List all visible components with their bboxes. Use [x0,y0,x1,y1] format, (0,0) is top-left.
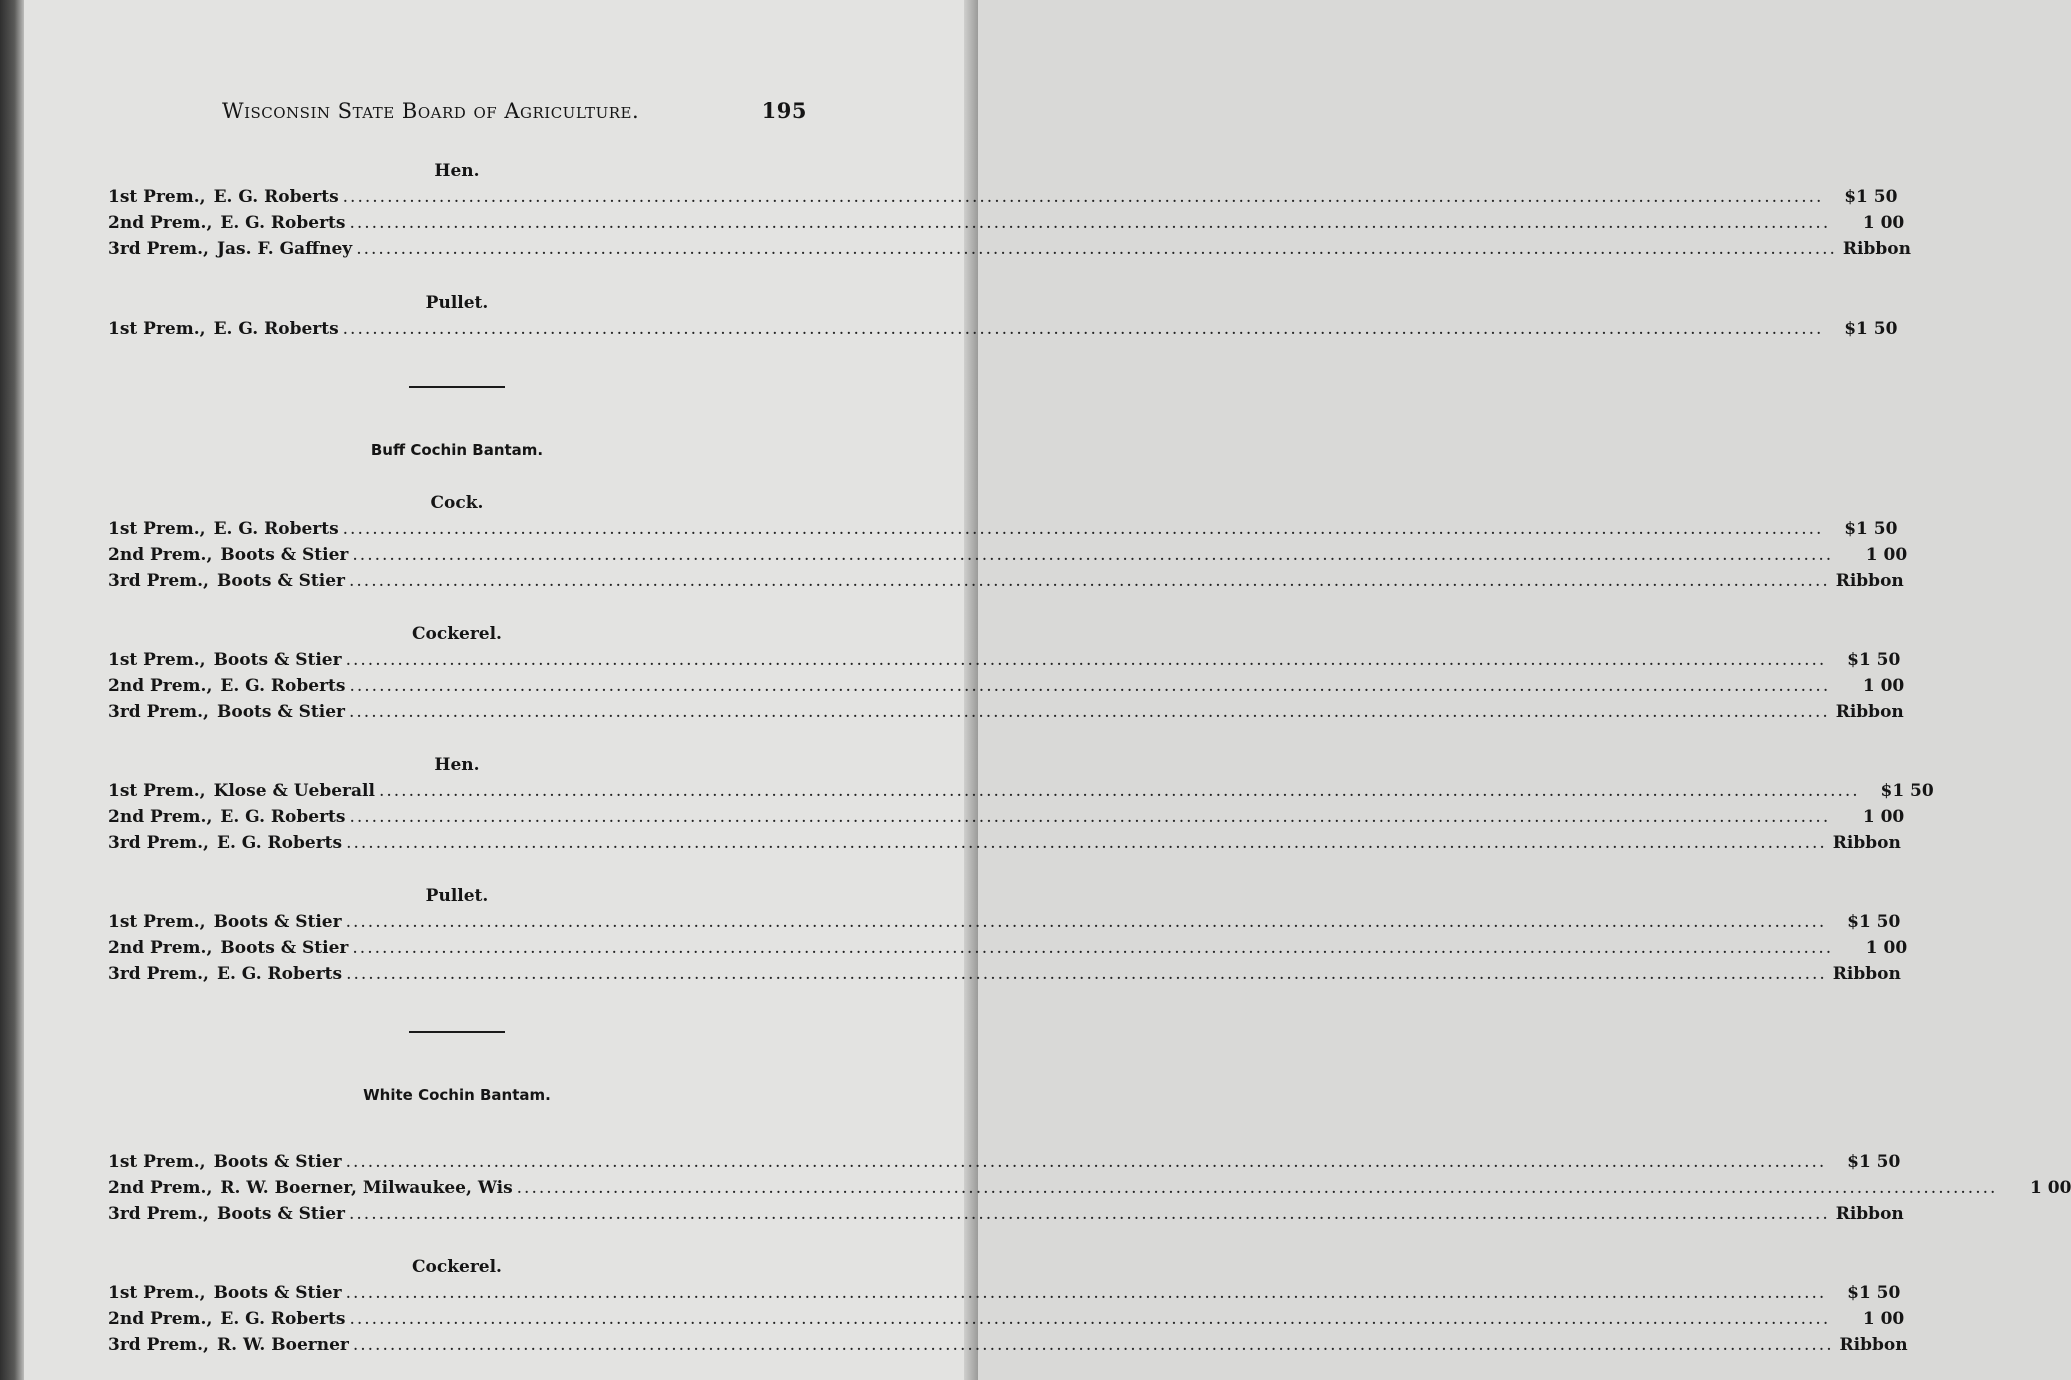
subheading-hen: Hen. [434,755,480,775]
premium-rank: 1st Prem., [108,650,206,670]
prize-amount: $1 50 [1847,650,1901,670]
premium-rank: 3rd Prem., [108,1204,209,1224]
premium-row [108,184,1898,210]
premium-rank: 1st Prem., [108,319,206,339]
pullet-rows [108,316,1898,342]
dot-leader: ........................................................................................................................................................................................................ [342,319,1824,339]
premium-row [108,542,1908,568]
prize-amount: Ribbon [1835,702,1904,722]
exhibitor-name: E. G. Roberts [216,964,343,984]
exhibitor-name: E. G. Roberts [220,1309,346,1329]
premium-row [108,1175,2071,1201]
premium-row [108,316,1898,342]
subheading-cockerel: Cockerel. [412,1257,502,1277]
premium-rank: 3rd Prem., [108,964,209,984]
exhibitor-name: E. G. Roberts [213,187,339,207]
premium-rank: 3rd Prem., [108,1335,209,1355]
premium-row [108,236,1911,262]
premium-rank: 1st Prem., [108,1283,206,1303]
dot-leader: ........................................................................................................................................................................................................ [346,964,1827,984]
exhibitor-name: Boots & Stier [213,1152,342,1172]
exhibitor-name: Boots & Stier [216,1204,345,1224]
prize-amount: $1 50 [1844,319,1898,339]
dot-leader: ........................................................................................................................................................................................................ [345,1283,1827,1303]
premium-row [108,1332,1908,1358]
prize-amount: 1 00 [1862,213,1905,233]
prize-amount: Ribbon [1832,833,1901,853]
prize-amount: Ribbon [1839,1335,1908,1355]
premium-row [108,699,1904,725]
premium-row [108,804,1905,830]
exhibitor-name: Boots & Stier [220,938,349,958]
prize-amount: 1 00 [1862,1309,1905,1329]
section-title-buff-cochin-bantam: Buff Cochin Bantam. [370,441,544,459]
premium-rank: 2nd Prem., [108,1309,213,1329]
prize-amount: Ribbon [1835,1204,1904,1224]
exhibitor-name: Boots & Stier [216,702,345,722]
running-header [222,98,807,123]
premium-rank: 2nd Prem., [108,1178,213,1198]
premium-rank: 1st Prem., [108,187,206,207]
premium-rank: 2nd Prem., [108,807,213,827]
premium-row [108,830,1901,856]
exhibitor-name: E. G. Roberts [216,833,343,853]
exhibitor-name: E. G. Roberts [213,519,339,539]
premium-rank: 2nd Prem., [108,938,213,958]
dot-leader: ........................................................................................................................................................................................................ [356,239,1837,259]
prize-amount: $1 50 [1844,187,1898,207]
dot-leader: ........................................................................................................................................................................................................ [349,1309,1831,1329]
dot-leader: ........................................................................................................................................................................................................ [349,676,1831,696]
premium-row [108,778,1934,804]
dot-leader: ........................................................................................................................................................................................................ [342,519,1824,539]
premium-rank: 3rd Prem., [108,702,209,722]
dot-leader: ........................................................................................................................................................................................................ [349,702,1830,722]
exhibitor-name: Boots & Stier [213,650,342,670]
subheading-cockerel: Cockerel. [412,624,502,644]
premium-rank: 2nd Prem., [108,676,213,696]
white-cockerel-rows [108,1280,1908,1358]
premium-row [108,210,1905,236]
hen-rows [108,184,1911,262]
premium-rank: 3rd Prem., [108,571,209,591]
prize-amount: 1 00 [1865,545,1908,565]
dot-leader: ........................................................................................................................................................................................................ [346,833,1827,853]
white-cock-rows [108,1149,2071,1227]
prize-amount: Ribbon [1835,571,1904,591]
premium-row [108,909,1901,935]
exhibitor-name: E. G. Roberts [220,213,346,233]
dot-leader: ........................................................................................................................................................................................................ [349,807,1831,827]
premium-rank: 3rd Prem., [108,239,209,259]
prize-amount: $1 50 [1847,912,1901,932]
prize-amount: $1 50 [1880,781,1934,801]
buff-hen-rows [108,778,1934,856]
prize-amount: 1 00 [1862,676,1905,696]
scan-binding-edge [0,0,24,1380]
premium-rank: 1st Prem., [108,781,206,801]
exhibitor-name: Boots & Stier [213,912,342,932]
premium-rank: 2nd Prem., [108,213,213,233]
exhibitor-name: Boots & Stier [220,545,349,565]
prize-amount: $1 50 [1844,519,1898,539]
exhibitor-name: Boots & Stier [216,571,345,591]
exhibitor-name: E. G. Roberts [213,319,339,339]
document-page [24,0,2071,1380]
dot-leader: ........................................................................................................................................................................................................ [349,213,1831,233]
prize-amount: 1 00 [1865,938,1908,958]
buff-pullet-rows [108,909,1908,987]
header-title: Wisconsin State Board of Agriculture. [222,99,640,123]
prize-amount: $1 50 [1847,1152,1901,1172]
premium-row [108,568,1904,594]
dot-leader: ........................................................................................................................................................................................................ [345,1152,1827,1172]
dot-leader: ........................................................................................................................................................................................................ [342,187,1824,207]
prize-amount: Ribbon [1842,239,1911,259]
prize-amount: $1 50 [1847,1283,1901,1303]
premium-rank: 1st Prem., [108,519,206,539]
premium-rank: 3rd Prem., [108,833,209,853]
dot-leader: ........................................................................................................................................................................................................ [345,912,1827,932]
dot-leader: ........................................................................................................................................................................................................ [378,781,1860,801]
buff-cock-rows [108,516,1908,594]
dot-leader: ........................................................................................................................................................................................................ [516,1178,1998,1198]
premium-rank: 1st Prem., [108,1152,206,1172]
prize-amount: 1 00 [1862,807,1905,827]
exhibitor-name: R. W. Boerner [216,1335,349,1355]
exhibitor-name: Boots & Stier [213,1283,342,1303]
premium-row [108,961,1901,987]
premium-row [108,1306,1905,1332]
prize-amount: Ribbon [1832,964,1901,984]
prize-amount: 1 00 [2030,1178,2071,1198]
dot-leader: ........................................................................................................................................................................................................ [352,545,1834,565]
premium-row [108,673,1905,699]
subheading-pullet: Pullet. [425,293,489,313]
section-title-white-cochin-bantam: White Cochin Bantam. [363,1086,551,1104]
premium-rank: 2nd Prem., [108,545,213,565]
exhibitor-name: E. G. Roberts [220,676,346,696]
subheading-cock: Cock. [430,493,484,513]
premium-row [108,647,1901,673]
premium-row [108,935,1908,961]
dot-leader: ........................................................................................................................................................................................................ [349,571,1830,591]
dot-leader: ........................................................................................................................................................................................................ [352,1335,1834,1355]
premium-rank: 1st Prem., [108,912,206,932]
premium-row [108,1201,1904,1227]
dot-leader: ........................................................................................................................................................................................................ [349,1204,1830,1224]
buff-cockerel-rows [108,647,1905,725]
dot-leader: ........................................................................................................................................................................................................ [352,938,1834,958]
subheading-pullet: Pullet. [425,886,489,906]
exhibitor-name: E. G. Roberts [220,807,346,827]
exhibitor-name: R. W. Boerner, Milwaukee, Wis [220,1178,513,1198]
subheading-hen: Hen. [434,161,480,181]
page-number: 195 [761,98,807,123]
premium-list [108,158,2071,1358]
dot-leader: ........................................................................................................................................................................................................ [345,650,1827,670]
premium-row [108,1280,1901,1306]
premium-row [108,516,1898,542]
exhibitor-name: Klose & Ueberall [213,781,375,801]
exhibitor-name: Jas. F. Gaffney [216,239,353,259]
premium-row [108,1149,1901,1175]
